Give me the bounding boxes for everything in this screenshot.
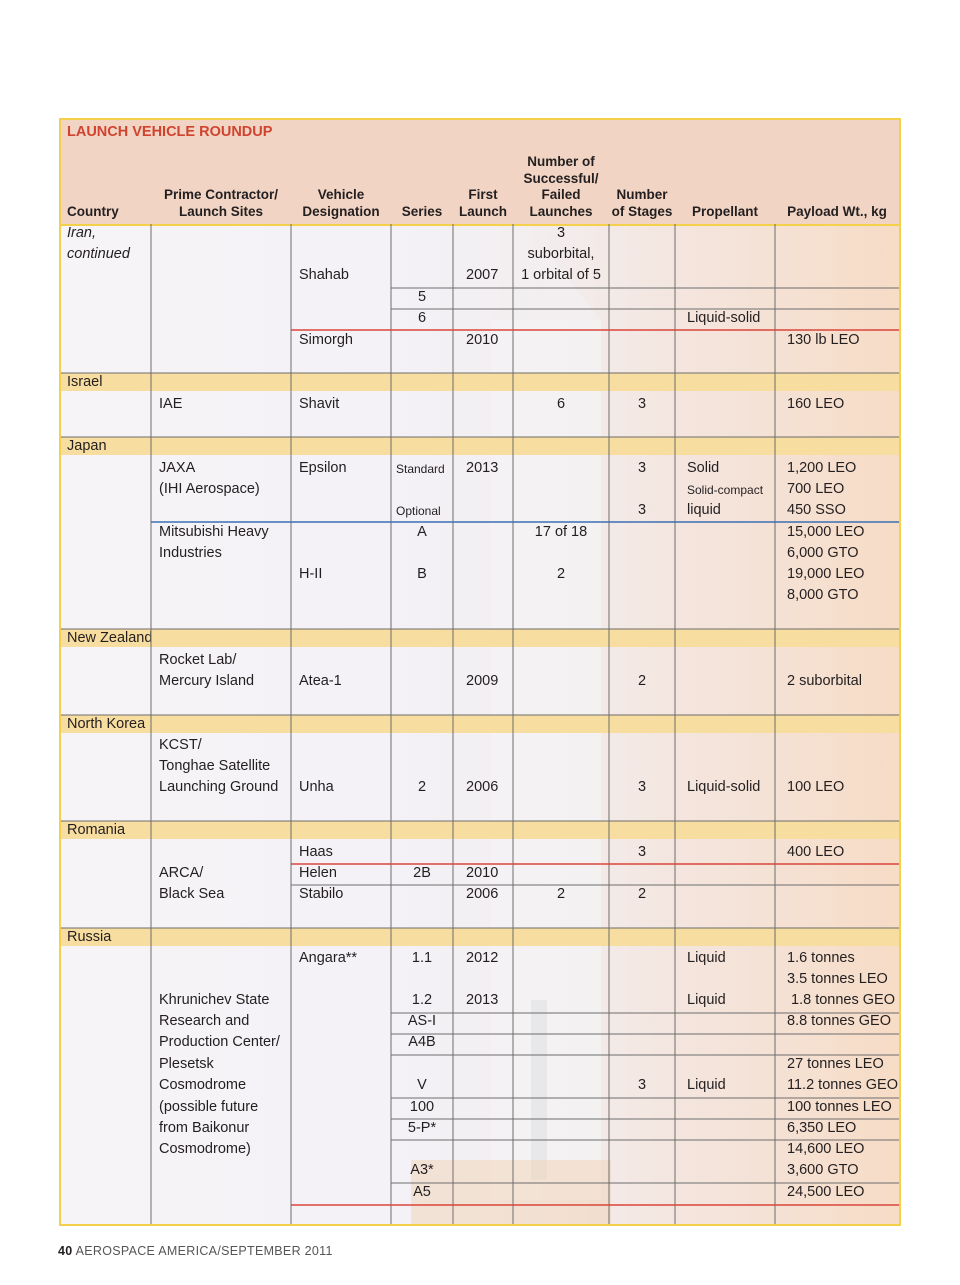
series-a: A (417, 524, 427, 540)
series-5-p: 5-P* (407, 1120, 437, 1136)
stages-haas: 3 (637, 844, 647, 860)
header-payload: Payload Wt., kg (787, 204, 887, 219)
first-1-1: 2012 (466, 950, 499, 966)
first-helen: 2010 (466, 865, 499, 881)
payload-simorgh: 130 lb LEO (787, 332, 860, 348)
launches-b: 2 (556, 566, 566, 582)
page-number: 40 (58, 1244, 73, 1258)
stages-shavit: 3 (637, 396, 647, 412)
stages-atea-1: 2 (637, 673, 647, 689)
payload-1-1: 1.6 tonnes (787, 950, 855, 966)
series-6: 6 (417, 310, 427, 326)
header-launches-1: Number of (527, 154, 595, 169)
prime-jaxa-1: JAXA (159, 460, 196, 476)
vehicle-epsilon: Epsilon (299, 460, 347, 476)
header-first-1: First (468, 187, 498, 202)
stages-stabilo: 2 (637, 886, 647, 902)
stages-optional: 3 (637, 502, 647, 518)
series-as-i: AS-I (407, 1013, 437, 1029)
propellant-optional: liquid (687, 502, 721, 518)
vehicle-helen: Helen (299, 865, 337, 881)
header-country: Country (67, 204, 119, 219)
payload-v-geo: 11.2 tonnes GEO (787, 1077, 898, 1093)
vehicle-shahab: Shahab (299, 267, 349, 283)
payload-as-i: 8.8 tonnes GEO (787, 1013, 891, 1029)
vehicle-simorgh: Simorgh (299, 332, 353, 348)
propellant-1-2: Liquid (687, 992, 726, 1008)
prime-khrunichev-6: (possible future (159, 1099, 259, 1115)
series-standard: Standard (396, 462, 445, 476)
prime-rocket-lab-1: Rocket Lab/ (159, 652, 237, 668)
country-russia: Russia (61, 928, 117, 946)
header-first-2: Launch (458, 204, 507, 219)
vehicle-stabilo: Stabilo (299, 886, 344, 902)
payload-100: 100 tonnes LEO (787, 1099, 892, 1115)
launches-shahab-1: 3 (556, 225, 566, 241)
prime-kcst-3: Launching Ground (159, 779, 279, 795)
prime-arca-1: ARCA/ (159, 865, 204, 881)
header-launches-2: Successful/ (523, 171, 599, 186)
first-stabilo: 2006 (466, 886, 499, 902)
prime-mhi-2: Industries (159, 545, 222, 561)
prime-khrunichev-2: Research and (159, 1013, 250, 1029)
payload-a-1: 15,000 LEO (787, 524, 865, 540)
series-b: B (417, 566, 427, 582)
prime-khrunichev-7: from Baikonur (159, 1120, 250, 1136)
first-simorgh: 2010 (466, 332, 499, 348)
launch-vehicle-table (59, 118, 901, 1226)
first-atea-1: 2009 (466, 673, 499, 689)
header-launches-4: Launches (529, 204, 593, 219)
stages-v: 3 (637, 1077, 647, 1093)
vehicle-angara: Angara** (299, 950, 358, 966)
vehicle-shavit: Shavit (299, 396, 340, 412)
series-a3: A3* (410, 1162, 434, 1178)
first-unha: 2006 (466, 779, 499, 795)
payload-atea-1: 2 suborbital (787, 673, 862, 689)
country-israel: Israel (61, 373, 108, 391)
propellant-solid-compact: Solid-compact (687, 483, 764, 497)
payload-b-1: 19,000 LEO (787, 566, 865, 582)
table-title: LAUNCH VEHICLE ROUNDUP (67, 124, 273, 140)
series-100: 100 (409, 1099, 435, 1115)
header-prime-2: Launch Sites (178, 204, 264, 219)
header-stages-2: of Stages (611, 204, 673, 219)
first-shahab: 2007 (466, 267, 499, 283)
payload-a3-leo: 14,600 LEO (787, 1141, 865, 1157)
page-footer (58, 1244, 333, 1258)
propellant-standard: Solid (687, 460, 720, 476)
series-unha: 2 (417, 779, 427, 795)
payload-standard: 1,200 LEO (787, 460, 857, 476)
country-new-zealand: New Zealand (61, 629, 158, 647)
payload-optional: 450 SSO (787, 502, 846, 518)
header-propellant: Propellant (691, 204, 758, 219)
prime-khrunichev-8: Cosmodrome) (159, 1141, 251, 1157)
propellant-v: Liquid (687, 1077, 726, 1093)
series-helen: 2B (413, 865, 431, 881)
prime-rocket-lab-2: Mercury Island (159, 673, 255, 689)
header-stages-1: Number (616, 187, 668, 202)
header-vehicle-1: Vehicle (317, 187, 365, 202)
series-5: 5 (417, 289, 427, 305)
header-launches-3: Failed (541, 187, 581, 202)
stages-standard: 3 (637, 460, 647, 476)
payload-haas: 400 LEO (787, 844, 845, 860)
prime-khrunichev-4: Plesetsk (159, 1056, 214, 1072)
series-1-2: 1.2 (411, 992, 433, 1008)
launches-shavit: 6 (556, 396, 566, 412)
payload-700: 700 LEO (787, 481, 845, 497)
first-1-2: 2013 (466, 992, 499, 1008)
prime-arca-2: Black Sea (159, 886, 225, 902)
country-iran-1: Iran, (67, 225, 97, 241)
payload-v-leo: 27 tonnes LEO (787, 1056, 884, 1072)
payload-unha: 100 LEO (787, 779, 845, 795)
prime-mhi-1: Mitsubishi Heavy (159, 524, 269, 540)
series-v: V (417, 1077, 427, 1093)
series-a4b: A4B (408, 1034, 436, 1050)
prime-khrunichev-1: Khrunichev State (159, 992, 270, 1008)
propellant-unha: Liquid-solid (687, 779, 761, 795)
payload-5-p: 6,350 LEO (787, 1120, 857, 1136)
launches-stabilo: 2 (556, 886, 566, 902)
prime-kcst-2: Tonghae Satellite (159, 758, 271, 774)
payload-1-2-leo: 3.5 tonnes LEO (787, 971, 888, 987)
payload-shavit: 160 LEO (787, 396, 845, 412)
header-series: Series (401, 204, 443, 219)
payload-1-2-geo: 1.8 tonnes GEO (787, 992, 896, 1008)
series-optional: Optional (396, 504, 441, 518)
header-prime-1: Prime Contractor/ (163, 187, 279, 202)
vehicle-h-ii: H-II (299, 566, 323, 582)
prime-khrunichev-5: Cosmodrome (159, 1077, 247, 1093)
prime-khrunichev-3: Production Center/ (159, 1034, 280, 1050)
country-iran-2: continued (67, 246, 130, 262)
propellant-1-1: Liquid (687, 950, 726, 966)
series-a5: A5 (413, 1184, 431, 1200)
first-standard: 2013 (466, 460, 499, 476)
country-romania: Romania (61, 821, 131, 839)
vehicle-haas: Haas (299, 844, 333, 860)
launches-a: 17 of 18 (534, 524, 588, 540)
payload-b-2: 8,000 GTO (787, 587, 859, 603)
header-vehicle-2: Designation (302, 204, 380, 219)
payload-a-2: 6,000 GTO (787, 545, 859, 561)
launches-shahab-3: 1 orbital of 5 (521, 267, 601, 283)
publication-name: AEROSPACE AMERICA/SEPTEMBER 2011 (75, 1244, 333, 1258)
country-north-korea: North Korea (61, 715, 151, 733)
propellant-series-6: Liquid-solid (687, 310, 761, 326)
vehicle-unha: Unha (299, 779, 334, 795)
country-japan: Japan (61, 437, 113, 455)
payload-a3-gto: 3,600 GTO (787, 1162, 859, 1178)
prime-kcst-1: KCST/ (159, 737, 202, 753)
prime-jaxa-2: (IHI Aerospace) (159, 481, 260, 497)
payload-a5: 24,500 LEO (787, 1184, 865, 1200)
vehicle-atea-1: Atea-1 (299, 673, 342, 689)
stages-unha: 3 (637, 779, 647, 795)
series-1-1: 1.1 (411, 950, 433, 966)
launches-shahab-2: suborbital, (527, 246, 595, 262)
prime-iae: IAE (159, 396, 183, 412)
